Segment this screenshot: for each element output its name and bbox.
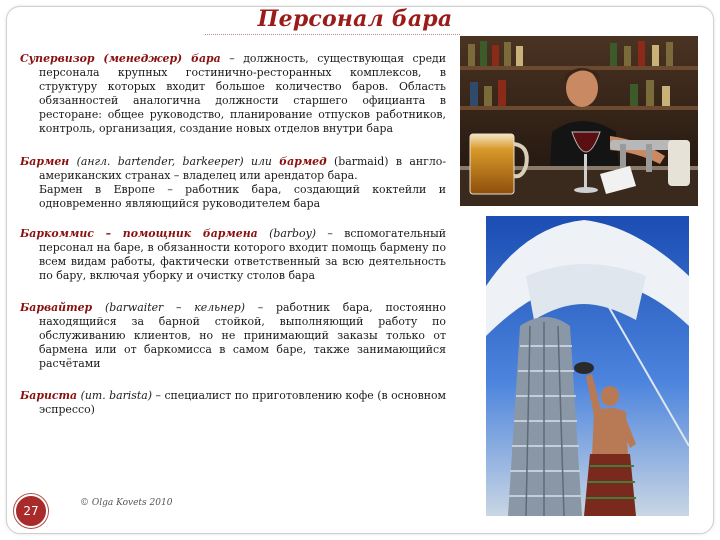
slide-title: Персонал бара (257, 6, 453, 32)
barista-definition: – специалист по приготовлению кофе (в основном эспрессо) (39, 389, 446, 416)
bartender-definition: (barmaid) в англо-американских странах – владелец или арендатор бара. (39, 155, 446, 182)
term-supervisor: Супервизор (менеджер) бара (20, 52, 221, 65)
supervisor-definition: – должность, существующая среди персонала крупных гостинично-ресторанных комплексов, в структуру которых входит большое количество баров. Область обязанностей аналогична должности старшего официанта в ресторане: общее руководство, планирование отпусков работников, контроль, организация, создание новых отделов внутри бара (39, 52, 446, 135)
paragraph-supervisor (20, 52, 446, 136)
barwaiter-definition: – работник бара, постоянно находящийся за барной стойкой, выполняющий работу по обслуживанию клиентов, но не принимающий заказы только от бармена или от баркомисса в самом баре, также занимающийся расчётами (39, 301, 446, 370)
paragraph-barwaiter (20, 301, 446, 371)
barista-italian: (ит. barista) (77, 389, 153, 402)
term-barista: Бариста (20, 389, 78, 402)
term-barmaid: бармед (279, 155, 327, 168)
paragraph-barista (20, 389, 446, 417)
bartender-photo (460, 36, 698, 206)
tower-photo (486, 216, 689, 516)
term-bartender: Бармен (20, 155, 70, 168)
title-underline (205, 34, 460, 36)
slide-content (20, 52, 446, 417)
paragraph-bartender (20, 155, 446, 211)
bartender-illustration (460, 36, 698, 206)
tower-illustration (486, 216, 689, 516)
barwaiter-english: (barwaiter – кельнер) (92, 301, 245, 314)
term-barcommis: Баркоммис – помощник бармена (20, 227, 258, 240)
barcommis-definition: – вспомогательный персонал на баре, в обязанности которого входит помощь бармену по всем видам работы, фактически ответственный за всю деятельность по бару, включая уборку и очистку столов бара (39, 227, 447, 282)
copyright-text: © Olga Kovets 2010 (80, 498, 173, 508)
bartender-europe-note: Бармен в Европе – работник бара, создающий коктейли и одновременно являющийся руководителем бара (39, 183, 446, 210)
bartender-english: (англ. bartender, barkeeper) или (69, 155, 280, 168)
barcommis-english: (barboy) (257, 227, 316, 240)
paragraph-barcommis (20, 227, 446, 283)
term-barwaiter: Барвайтер (20, 301, 93, 314)
slide-number-badge: 27 (14, 494, 48, 528)
